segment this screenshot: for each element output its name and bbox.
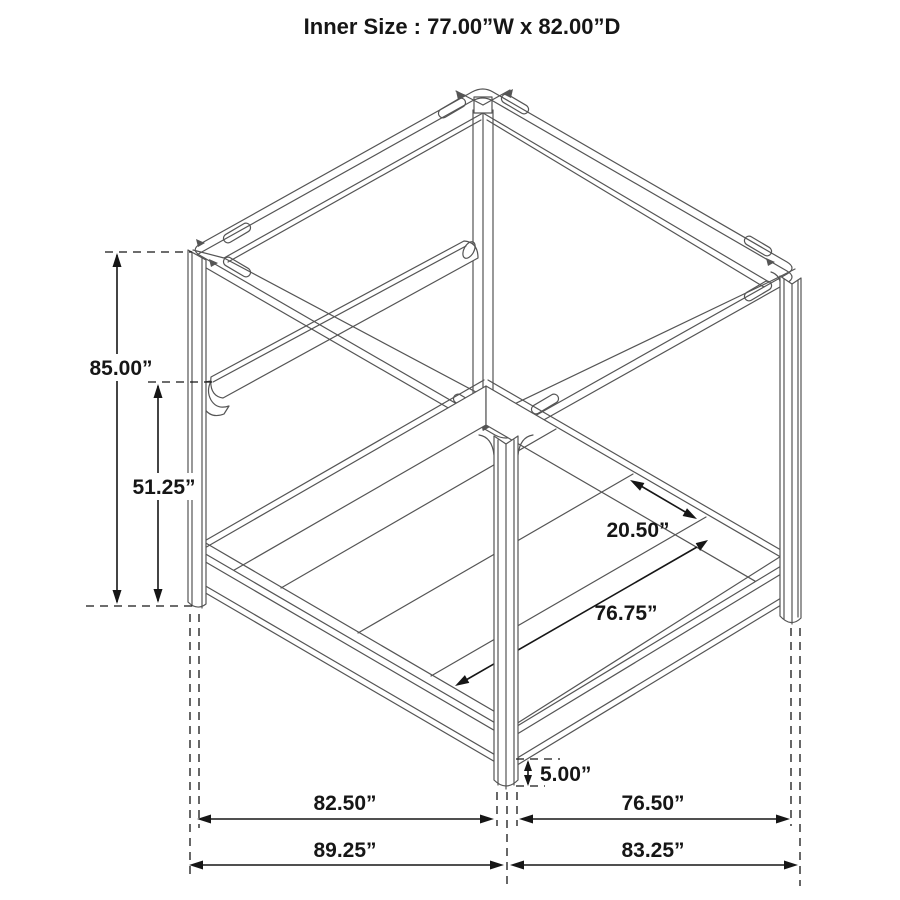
dim-base-inner-group: [197, 792, 790, 824]
platform-length-label: [594, 602, 657, 625]
bed-frame-drawing: [188, 89, 801, 789]
canopy-frame: [193, 89, 795, 438]
dim-base-outer-group: [189, 839, 798, 870]
dim-base-width-outer: 89.25”: [313, 839, 377, 862]
headboard-rail: [200, 240, 478, 416]
dim-slat-spacing: 20.50”: [606, 519, 670, 542]
dim-base-width-inner: 82.50”: [313, 792, 377, 815]
dim-base-depth-outer: 83.25”: [621, 839, 685, 862]
page-title: Inner Size : 77.00”W x 82.00”D: [303, 14, 621, 39]
canopy-slots: [222, 93, 773, 416]
left-post: [188, 250, 206, 608]
dim-ground-clearance: 5.00”: [540, 763, 592, 786]
dim-overall-height: 85.00”: [89, 357, 153, 380]
dim-overall-height-group: [86, 253, 156, 604]
back-post: [473, 110, 493, 430]
slat-spacing-label: [606, 519, 669, 542]
dim-ground-clearance-group: [524, 760, 591, 786]
dim-headboard-height: 51.25”: [132, 476, 196, 499]
dim-base-depth-inner: 76.50”: [621, 792, 685, 815]
dim-platform-length: 76.75”: [594, 602, 658, 625]
